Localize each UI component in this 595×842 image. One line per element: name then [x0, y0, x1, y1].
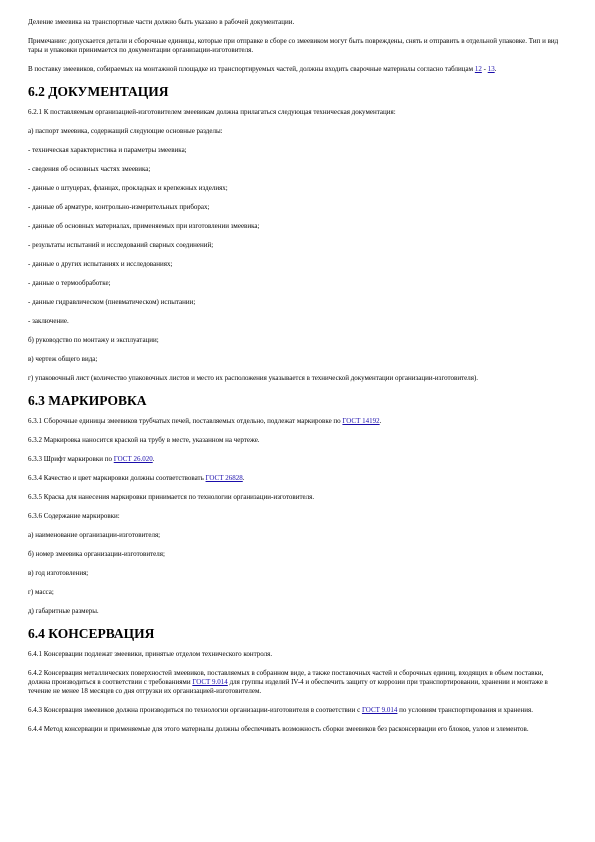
doc-item-5: - данные об арматуре, контрольно-измерительных приборах;: [28, 203, 210, 211]
gost-26020-link[interactable]: ГОСТ 26.020: [113, 455, 153, 463]
conservation-item-2-text: 6.4.2 Консервация металлических поверхностей змеевиков, поставляемых в собранном виде, а также поставочных частей и сборочных единиц, входящих в объем поставки, должна производиться в соответствии с требованиями: [28, 669, 544, 686]
marking-item-2: 6.3.2 Маркировка наносится краской на трубу в месте, указанном на чертеже.: [28, 436, 260, 444]
intro-p3-end: .: [494, 65, 497, 73]
doc-item-0: 6.2.1 К поставляемым организацией-изготовителем змеевикам должна прилагаться следующая техническая документация:: [28, 108, 396, 116]
conservation-item-2-end: для группы изделий IV-4 и обеспечить защиту от коррозии при транспортировании, хранении и монтаже в течение не менее 18 месяцев со дня отгрузки их организацией-изготовителем.: [28, 678, 548, 695]
gost-9014-link[interactable]: ГОСТ 9.014: [192, 678, 228, 686]
doc-item-8: - данные о других испытаниях и исследованиях;: [28, 260, 173, 268]
marking-item-11: д) габаритные размеры.: [28, 607, 99, 615]
section-heading-documentation: 6.2 ДОКУМЕНТАЦИЯ: [28, 84, 169, 99]
table-13-link[interactable]: 13: [487, 65, 495, 73]
marking-item-7: а) наименование организации-изготовителя;: [28, 531, 161, 539]
conservation-item-3-end: по условиям транспортирования и хранения.: [397, 706, 533, 714]
gost-14192-link[interactable]: ГОСТ 14192: [342, 417, 380, 425]
marking-item-1: [28, 417, 567, 426]
marking-item-8: б) номер змеевика организации-изготовителя;: [28, 550, 165, 558]
marking-item-3-text: 6.3.3 Шрифт маркировки по: [28, 455, 114, 463]
marking-item-3: [28, 455, 567, 464]
doc-item-3: - сведения об основных частях змеевика;: [28, 165, 151, 173]
doc-item-2: - техническая характеристика и параметры змеевика;: [28, 146, 187, 154]
conservation-item-3: [28, 706, 567, 715]
section-heading-marking: 6.3 МАРКИРОВКА: [28, 393, 147, 408]
doc-item-7: - результаты испытаний и исследований сварных соединений;: [28, 241, 214, 249]
gost-26828-link[interactable]: ГОСТ 26828: [205, 474, 243, 482]
marking-item-5: 6.3.5 Краска для нанесения маркировки принимается по технологии организации-изготовителя.: [28, 493, 315, 501]
intro-note: Примечание: допускается детали и сборочные единицы, которые при отправке в сборе со змеевиком могут быть повреждены, снять и отправить в отдельной упаковке. Тип и вид тары и упаковки принимается по документации организации-изготовителя.: [28, 37, 559, 54]
doc-item-12: б) руководство по монтажу и эксплуатации;: [28, 336, 159, 344]
doc-item-4: - данные о штуцерах, фланцах, прокладках и крепежных изделиях;: [28, 184, 228, 192]
doc-item-11: - заключение.: [28, 317, 69, 325]
gost-9014-link-2[interactable]: ГОСТ 9.014: [361, 706, 398, 714]
marking-item-6: 6.3.6 Содержание маркировки:: [28, 512, 120, 520]
conservation-item-1: 6.4.1 Консервации подлежат змеевики, принятые отделом технического контроля.: [28, 650, 273, 658]
marking-item-4: [28, 474, 567, 483]
marking-item-9: в) год изготовления;: [28, 569, 89, 577]
doc-item-6: - данные об основных материалах, применяемых при изготовлении змеевика;: [28, 222, 260, 230]
marking-item-10: г) масса;: [28, 588, 54, 596]
doc-item-13: в) чертеж общего вида;: [28, 355, 98, 363]
doc-item-9: - данные о термообработке;: [28, 279, 111, 287]
marking-item-1-text: 6.3.1 Сборочные единицы змеевиков трубчатых печей, поставляемых отдельно, подлежат маркировке по: [28, 417, 343, 425]
doc-item-10: - данные гидравлическом (пневматическом) испытании;: [28, 298, 196, 306]
intro-p3-sep: -: [481, 65, 488, 73]
doc-item-1: а) паспорт змеевика, содержащий следующие основные разделы:: [28, 127, 223, 135]
intro-p3-text: В поставку змеевиков, собираемых на монтажной площадке из транспортируемых частей, должны входить сварочные материалы согласно таблицам: [28, 65, 475, 73]
marking-item-1-end: .: [379, 417, 382, 425]
section-heading-conservation: 6.4 КОНСЕРВАЦИЯ: [28, 626, 155, 641]
marking-item-4-end: .: [242, 474, 245, 482]
table-12-link[interactable]: 12: [474, 65, 482, 73]
intro-paragraph-1: Деление змеевика на транспортные части должно быть указано в рабочей документации.: [28, 18, 295, 26]
intro-paragraph-3: [28, 65, 567, 74]
doc-item-14: г) упаковочный лист (количество упаковочных листов и место их расположения указывается в технической документации организации-изготовителя).: [28, 374, 479, 382]
conservation-item-2: [28, 669, 567, 696]
conservation-item-4: 6.4.4 Метод консервации и применяемые для этого материалы должны обеспечивать возможность сборки змеевиков без расконсервации его блоков, узлов и элементов.: [28, 725, 529, 733]
marking-item-3-end: .: [152, 455, 155, 463]
conservation-item-3-text: 6.4.3 Консервация змеевиков должна производиться по технологии организации-изготовителя в соответствии с: [28, 706, 362, 714]
marking-item-4-text: 6.3.4 Качество и цвет маркировки должны соответствовать: [28, 474, 206, 482]
